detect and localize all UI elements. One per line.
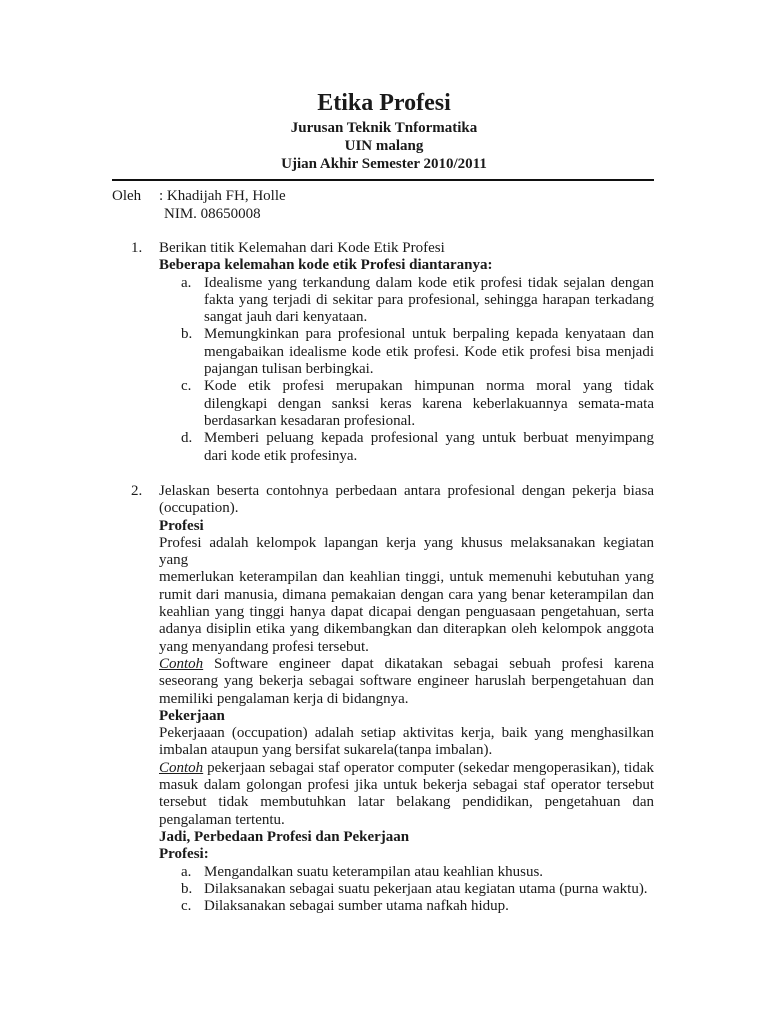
profesi-example-line: memiliki pengalaman kerja di bidangnya. bbox=[159, 690, 409, 707]
question-number: 2. bbox=[131, 483, 143, 499]
header-divider bbox=[112, 179, 654, 181]
question-text-line: Jelaskan beserta contohnya perbedaan antara profesional dengan pekerja biasa bbox=[159, 483, 654, 499]
text-line: yang menyandang profesi tersebut. bbox=[159, 638, 369, 655]
list-item bbox=[181, 378, 654, 430]
text-line: Kode etik profesi merupakan himpunan norma moral yang tidak bbox=[204, 378, 654, 395]
list-letter: d. bbox=[181, 430, 193, 447]
contoh-label: Contoh bbox=[159, 655, 204, 672]
list-item-text: Dilaksanakan sebagai sumber utama nafkah hidup. bbox=[204, 898, 509, 915]
text-line: berdasarkan kesadaran profesional. bbox=[204, 412, 416, 429]
profesi-example-line: seseorang yang bekerja sebagai software engineer haruslah berpengetahuan dan bbox=[159, 673, 654, 690]
text-line: Profesi adalah kelompok lapangan kerja yang khusus melaksanakan kegiatan yang bbox=[159, 534, 654, 569]
text-line: pajangan tulisan berbingkai. bbox=[204, 361, 374, 378]
author-label: Oleh bbox=[112, 188, 142, 204]
text-line: memerlukan keterampilan dan keahlian tinggi, untuk memenuhi kebutuhan yang bbox=[159, 569, 654, 586]
list-letter: c. bbox=[181, 378, 192, 395]
weakness-list bbox=[181, 275, 654, 465]
example-text: Software engineer dapat dikatakan sebagai sebuah profesi karena bbox=[213, 655, 655, 672]
list-item-text: Dilaksanakan sebagai suatu pekerjaan atau kegiatan utama (purna waktu). bbox=[204, 880, 648, 897]
answer-heading: Beberapa kelemahan kode etik Profesi diantaranya: bbox=[159, 257, 493, 274]
text-line: dilengkapi dengan sanksi keras karena keberlakuannya semata-mata bbox=[204, 395, 654, 412]
list-letter: a. bbox=[181, 863, 192, 880]
author-nim: NIM. 08650008 bbox=[164, 206, 261, 222]
text-line: mengabaikan idealisme kode etik profesi. Kode etik profesi bisa menjadi bbox=[204, 343, 654, 360]
pekerjaan-definition-line: Pekerjaaan (occupation) adalah setiap aktivitas kerja, baik yang menghasilkan bbox=[159, 725, 654, 742]
list-letter: c. bbox=[181, 898, 192, 915]
text-line: rumit dari manusia, dimana pemakaian dengan cara yang benar keterampilan dan bbox=[159, 586, 654, 603]
question-text: Berikan titik Kelemahan dari Kode Etik Profesi bbox=[159, 240, 445, 256]
list-item-text bbox=[204, 378, 654, 430]
list-item-text bbox=[204, 326, 654, 378]
question-number: 1. bbox=[131, 240, 143, 256]
text-line: dari kode etik profesinya. bbox=[204, 447, 358, 464]
list-item bbox=[181, 326, 654, 378]
pekerjaan-example-line: pengalaman tertentu. bbox=[159, 811, 285, 828]
contoh-label: Contoh bbox=[159, 759, 204, 776]
text-line: Memberi peluang kepada profesional yang untuk berbuat menyimpang bbox=[204, 430, 654, 447]
department: Jurusan Teknik Tnformatika bbox=[290, 120, 478, 136]
text-line: adanya disiplin etika yang dikembangkan dan diterapkan oleh kelompok anggota bbox=[159, 621, 654, 638]
author-name: : Khadijah FH, Holle bbox=[159, 188, 286, 204]
difference-heading: Jadi, Perbedaan Profesi dan Pekerjaan bbox=[159, 828, 410, 845]
text-line: keahlian yang tinggi hanya dapat dicapai dengan penguasaan pengetahuan, serta bbox=[159, 604, 654, 621]
profesi-heading: Profesi bbox=[159, 517, 204, 534]
profesi-example-line bbox=[159, 656, 654, 673]
exam-title: Ujian Akhir Semester 2010/2011 bbox=[281, 156, 487, 172]
profesi-list-heading: Profesi: bbox=[159, 846, 209, 863]
list-item bbox=[181, 275, 654, 327]
list-item-text bbox=[204, 275, 654, 327]
pekerjaan-example-line bbox=[159, 760, 654, 777]
pekerjaan-example-line: tersebut tidak membutuhkan latar belakang pendidikan, pengetahuan dan bbox=[159, 794, 654, 811]
pekerjaan-heading: Pekerjaan bbox=[159, 707, 225, 724]
list-item bbox=[181, 881, 654, 898]
document-title: Etika Profesi bbox=[317, 90, 451, 116]
list-letter: b. bbox=[181, 880, 193, 897]
question-text-line: (occupation). bbox=[159, 500, 239, 517]
text-line: fakta yang terjadi di sekitar para profesional, sehingga harapan terkadang bbox=[204, 291, 654, 308]
list-item-text: Mengandalkan suatu keterampilan atau keahlian khusus. bbox=[204, 863, 544, 880]
pekerjaan-definition-line: imbalan ataupun yang bersifat sukarela(tanpa imbalan). bbox=[159, 742, 493, 759]
text-line: Memungkinkan para profesional untuk berpaling kepada kenyataan dan bbox=[204, 326, 654, 343]
list-item bbox=[181, 430, 654, 465]
question-1 bbox=[131, 240, 654, 465]
text-line: Idealisme yang terkandung dalam kode etik profesi tidak sejalan dengan bbox=[204, 274, 654, 291]
list-letter: a. bbox=[181, 274, 192, 291]
profesi-definition bbox=[159, 535, 654, 656]
example-text: pekerjaan sebagai staf operator computer (sekedar mengoperasikan), tidak bbox=[207, 759, 655, 776]
list-item bbox=[181, 898, 654, 915]
text-line: sangat jauh dari kenyataan. bbox=[204, 309, 368, 326]
question-2 bbox=[131, 483, 654, 915]
list-item-text bbox=[204, 430, 654, 465]
pekerjaan-example-line: masuk dalam golongan profesi jika untuk bekerja sebagai staf operator tersebut bbox=[159, 777, 654, 794]
list-item bbox=[181, 864, 654, 881]
list-letter: b. bbox=[181, 326, 193, 343]
profesi-list bbox=[181, 864, 654, 916]
university: UIN malang bbox=[344, 138, 424, 154]
